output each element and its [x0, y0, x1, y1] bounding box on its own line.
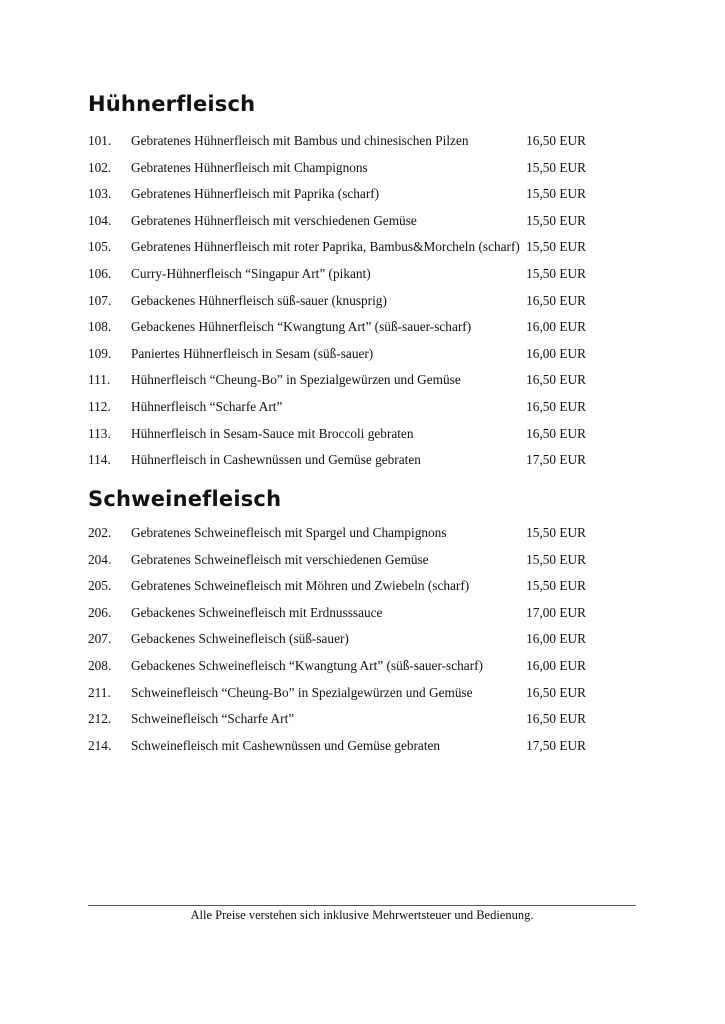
item-name: Gebratenes Hühnerfleisch mit Champignons: [131, 159, 368, 175]
item-name: Schweinefleisch “Cheung-Bo” in Spezialgewürzen und Gemüse: [131, 684, 473, 700]
item-price: 16,50 EUR: [526, 292, 586, 308]
item-number: 109.: [88, 345, 112, 361]
item-price: 17,00 EUR: [526, 604, 586, 620]
item-price: 16,00 EUR: [526, 657, 586, 673]
menu-item: [88, 447, 588, 474]
item-price: 16,00 EUR: [526, 345, 586, 361]
item-number: 112.: [88, 398, 111, 414]
item-name: Gebackenes Hühnerfleisch süß-sauer (knusprig): [131, 292, 387, 308]
item-price: 16,00 EUR: [526, 631, 586, 647]
item-number: 207.: [88, 631, 112, 647]
item-number: 212.: [88, 711, 112, 727]
item-price: 16,00 EUR: [526, 319, 586, 335]
menu-list-huehnerfleisch: [88, 128, 588, 474]
item-price: 15,50 EUR: [526, 551, 586, 567]
item-number: 102.: [88, 159, 112, 175]
item-name: Hühnerfleisch “Scharfe Art”: [131, 398, 283, 414]
menu-item: [88, 341, 588, 368]
item-price: 15,50 EUR: [526, 239, 586, 255]
item-name: Gebratenes Schweinefleisch mit Möhren und Zwiebeln (scharf): [131, 578, 470, 594]
item-price: 16,50 EUR: [526, 133, 586, 148]
item-number: 205.: [88, 578, 112, 594]
section-heading-schweinefleisch: Schweinefleisch: [88, 487, 282, 511]
item-price: 16,50 EUR: [526, 398, 586, 414]
item-price: 17,50 EUR: [526, 737, 586, 753]
item-price: 16,50 EUR: [526, 711, 586, 727]
item-price: 15,50 EUR: [526, 212, 586, 228]
menu-item: [88, 314, 588, 341]
footer-note: Alle Preise verstehen sich inklusive Mehrwertsteuer und Bedienung.: [190, 908, 534, 922]
item-price: 15,50 EUR: [526, 525, 586, 540]
item-name: Paniertes Hühnerfleisch in Sesam (süß-sauer): [131, 345, 374, 361]
menu-item: [88, 573, 588, 600]
item-name: Schweinefleisch “Scharfe Art”: [131, 711, 295, 727]
item-name: Gebackenes Schweinefleisch (süß-sauer): [131, 631, 349, 647]
menu-item: [88, 520, 588, 547]
item-price: 15,50 EUR: [526, 578, 586, 594]
item-price: 15,50 EUR: [526, 265, 586, 281]
item-number: 108.: [88, 319, 112, 335]
menu-item: [88, 128, 588, 155]
menu-item: [88, 653, 588, 680]
item-name: Gebratenes Schweinefleisch mit Spargel und Champignons: [131, 525, 447, 540]
menu-item: [88, 181, 588, 208]
item-name: Gebratenes Hühnerfleisch mit Bambus und chinesischen Pilzen: [131, 133, 469, 148]
item-number: 111.: [88, 372, 111, 388]
item-name: Gebratenes Hühnerfleisch mit Paprika (scharf): [131, 186, 380, 202]
item-number: 103.: [88, 186, 112, 202]
item-number: 202.: [88, 525, 112, 540]
item-price: 16,50 EUR: [526, 425, 586, 441]
item-number: 214.: [88, 737, 112, 753]
item-name: Gebratenes Schweinefleisch mit verschiedenen Gemüse: [131, 551, 429, 567]
item-price: 17,50 EUR: [526, 452, 586, 468]
menu-item: [88, 234, 588, 261]
item-number: 211.: [88, 684, 111, 700]
item-number: 107.: [88, 292, 112, 308]
item-name: Gebratenes Hühnerfleisch mit roter Paprika, Bambus&Morcheln (scharf): [131, 239, 520, 255]
menu-item: [88, 367, 588, 394]
menu-item: [88, 547, 588, 574]
item-name: Schweinefleisch mit Cashewnüssen und Gemüse gebraten: [131, 737, 441, 753]
menu-item: [88, 626, 588, 653]
item-name: Curry-Hühnerfleisch “Singapur Art” (pikant): [131, 265, 371, 281]
menu-item: [88, 600, 588, 627]
menu-item: [88, 733, 588, 760]
footer-divider: [88, 905, 636, 906]
item-number: 204.: [88, 551, 112, 567]
item-number: 106.: [88, 265, 112, 281]
menu-item: [88, 155, 588, 182]
item-price: 16,50 EUR: [526, 372, 586, 388]
menu-item: [88, 421, 588, 448]
item-name: Gebackenes Hühnerfleisch “Kwangtung Art” (süß-sauer-scharf): [131, 319, 472, 335]
item-number: 206.: [88, 604, 112, 620]
item-number: 104.: [88, 212, 112, 228]
item-name: Gebackenes Schweinefleisch mit Erdnusssauce: [131, 604, 383, 620]
item-name: Hühnerfleisch in Sesam-Sauce mit Broccoli gebraten: [131, 425, 414, 441]
menu-item: [88, 288, 588, 315]
item-price: 15,50 EUR: [526, 159, 586, 175]
item-price: 16,50 EUR: [526, 684, 586, 700]
item-name: Gebratenes Hühnerfleisch mit verschiedenen Gemüse: [131, 212, 417, 228]
menu-item: [88, 261, 588, 288]
menu-item: [88, 394, 588, 421]
menu-item: [88, 680, 588, 707]
item-number: 114.: [88, 452, 111, 468]
menu-item: [88, 706, 588, 733]
menu-list-schweinefleisch: [88, 520, 588, 759]
section-heading-huehnerfleisch: Hühnerfleisch: [88, 92, 256, 116]
item-name: Gebackenes Schweinefleisch “Kwangtung Art” (süß-sauer-scharf): [131, 657, 483, 673]
item-number: 105.: [88, 239, 112, 255]
item-number: 113.: [88, 425, 111, 441]
item-price: 15,50 EUR: [526, 186, 586, 202]
item-name: Hühnerfleisch “Cheung-Bo” in Spezialgewürzen und Gemüse: [131, 372, 461, 388]
item-number: 101.: [88, 133, 112, 148]
item-name: Hühnerfleisch in Cashewnüssen und Gemüse gebraten: [131, 452, 421, 468]
menu-item: [88, 208, 588, 235]
item-number: 208.: [88, 657, 112, 673]
